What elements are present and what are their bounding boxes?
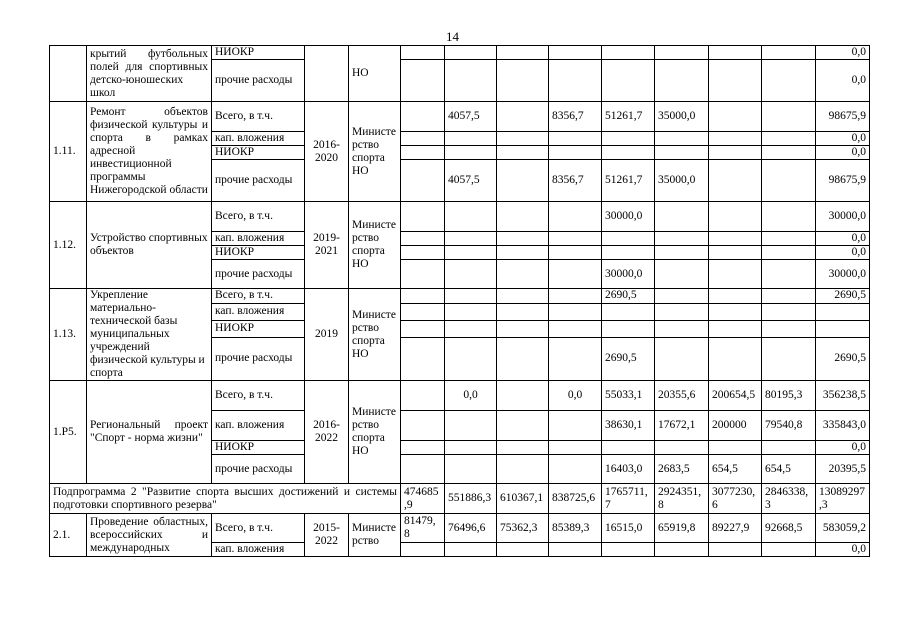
- expense-type: Всего, в т.ч.: [212, 102, 305, 132]
- value-cell: 8356,7: [549, 102, 602, 132]
- table-row: [50, 381, 870, 411]
- value-cell: 2924351,8: [655, 484, 709, 514]
- value-cell: 1765711,7: [602, 484, 655, 514]
- expense-type: НИОКР: [212, 320, 305, 337]
- measure-name: Укрепление материально-технической базы муниципальных учреждений физической культуры и спорта: [87, 289, 212, 381]
- row-code: 1.Р5.: [50, 381, 87, 484]
- expense-type: кап. вложения: [212, 411, 305, 441]
- measure-name: крытий футбольных полей для спортивных детско-юношеских школ: [87, 46, 212, 102]
- value-cell: 81479,8: [401, 514, 445, 543]
- value-cell: 0,0: [549, 381, 602, 411]
- value-cell: 4057,5: [445, 102, 497, 132]
- expense-type: Всего, в т.ч.: [212, 514, 305, 543]
- total-cell: 0,0: [816, 132, 870, 146]
- value-cell: 0,0: [445, 381, 497, 411]
- expense-type: кап. вложения: [212, 543, 305, 557]
- measure-name: Устройство спортивных объектов: [87, 202, 212, 289]
- table-row: [50, 46, 870, 60]
- executor: Министерство спорта НО: [349, 289, 401, 381]
- expense-type: кап. вложения: [212, 132, 305, 146]
- value-cell: 92668,5: [762, 514, 816, 543]
- total-cell: [816, 303, 870, 320]
- total-cell: 356238,5: [816, 381, 870, 411]
- measure-name: Проведение областных, всероссийских и международных: [87, 514, 212, 557]
- expense-type: Всего, в т.ч.: [212, 202, 305, 232]
- total-cell: 98675,9: [816, 102, 870, 132]
- total-cell: 2690,5: [816, 337, 870, 380]
- expense-type: НИОКР: [212, 441, 305, 455]
- value-cell: 51261,7: [602, 102, 655, 132]
- expense-type: прочие расходы: [212, 60, 305, 102]
- value-cell: 35000,0: [655, 160, 709, 202]
- value-cell: 20355,6: [655, 381, 709, 411]
- period: 2016-2020: [305, 102, 349, 202]
- value-cell: 16403,0: [602, 455, 655, 484]
- page-number: 14: [446, 29, 459, 44]
- value-cell: 474685,9: [401, 484, 445, 514]
- value-cell: 17672,1: [655, 411, 709, 441]
- value-cell: 838725,6: [549, 484, 602, 514]
- total-cell: 0,0: [816, 441, 870, 455]
- period: 2016-2022: [305, 381, 349, 484]
- total-cell: 0,0: [816, 146, 870, 160]
- value-cell: 610367,1: [497, 484, 549, 514]
- value-cell: 16515,0: [602, 514, 655, 543]
- table-row: [50, 102, 870, 132]
- value-cell: 51261,7: [602, 160, 655, 202]
- expense-type: прочие расходы: [212, 260, 305, 289]
- table-row: [50, 289, 870, 304]
- total-cell: 98675,9: [816, 160, 870, 202]
- total-cell: 0,0: [816, 543, 870, 557]
- value-cell: 200000: [709, 411, 762, 441]
- expense-type: кап. вложения: [212, 232, 305, 246]
- value-cell: 2683,5: [655, 455, 709, 484]
- value-cell: 2846338,3: [762, 484, 816, 514]
- value-cell: 654,5: [709, 455, 762, 484]
- value-cell: 30000,0: [602, 202, 655, 232]
- value-cell: 76496,6: [445, 514, 497, 543]
- value-cell: 8356,7: [549, 160, 602, 202]
- subprogram-row: [50, 484, 870, 514]
- value-cell: 654,5: [762, 455, 816, 484]
- total-cell: 0,0: [816, 46, 870, 60]
- total-cell: 0,0: [816, 232, 870, 246]
- value-cell: 551886,3: [445, 484, 497, 514]
- total-cell: 2690,5: [816, 289, 870, 304]
- value-cell: 4057,5: [445, 160, 497, 202]
- row-code: 1.11.: [50, 102, 87, 202]
- row-code: 1.13.: [50, 289, 87, 381]
- table-row: [50, 202, 870, 232]
- expense-type: Всего, в т.ч.: [212, 289, 305, 304]
- expense-type: прочие расходы: [212, 337, 305, 380]
- total-cell: 583059,2: [816, 514, 870, 543]
- executor: Министерство спорта НО: [349, 381, 401, 484]
- total-cell: 30000,0: [816, 260, 870, 289]
- value-cell: 3077230,6: [709, 484, 762, 514]
- period: 2015-2022: [305, 514, 349, 557]
- value-cell: 30000,0: [602, 260, 655, 289]
- total-cell: 30000,0: [816, 202, 870, 232]
- value-cell: 35000,0: [655, 102, 709, 132]
- period: 2019: [305, 289, 349, 381]
- period: 2019-2021: [305, 202, 349, 289]
- executor: Министерство спорта НО: [349, 102, 401, 202]
- expense-type: прочие расходы: [212, 455, 305, 484]
- value-cell: 2690,5: [602, 289, 655, 304]
- executor: Министерство: [349, 514, 401, 557]
- expense-type: НИОКР: [212, 246, 305, 260]
- executor: Министерство спорта НО: [349, 202, 401, 289]
- value-cell: 85389,3: [549, 514, 602, 543]
- value-cell: 2690,5: [602, 337, 655, 380]
- value-cell: 55033,1: [602, 381, 655, 411]
- subprogram-title: Подпрограмма 2 "Развитие спорта высших достижений и системы подготовки спортивного резерва": [50, 484, 401, 514]
- measure-name: Региональный проект "Спорт - норма жизни": [87, 381, 212, 484]
- total-cell: 13089297,3: [816, 484, 870, 514]
- table-row: [50, 514, 870, 543]
- budget-table: [49, 45, 870, 557]
- executor: НО: [349, 46, 401, 102]
- expense-type: прочие расходы: [212, 160, 305, 202]
- expense-type: Всего, в т.ч.: [212, 381, 305, 411]
- row-code: 2.1.: [50, 514, 87, 557]
- value-cell: 65919,8: [655, 514, 709, 543]
- total-cell: 335843,0: [816, 411, 870, 441]
- expense-type: НИОКР: [212, 146, 305, 160]
- value-cell: 75362,3: [497, 514, 549, 543]
- expense-type: НИОКР: [212, 46, 305, 60]
- total-cell: 0,0: [816, 246, 870, 260]
- value-cell: 38630,1: [602, 411, 655, 441]
- total-cell: 20395,5: [816, 455, 870, 484]
- expense-type: кап. вложения: [212, 303, 305, 320]
- value-cell: 200654,5: [709, 381, 762, 411]
- total-cell: [816, 320, 870, 337]
- value-cell: 80195,3: [762, 381, 816, 411]
- total-cell: 0,0: [816, 60, 870, 102]
- value-cell: 89227,9: [709, 514, 762, 543]
- value-cell: 79540,8: [762, 411, 816, 441]
- measure-name: Ремонт объектов физической культуры и спорта в рамках адресной инвестиционной программы Нижегородской области: [87, 102, 212, 202]
- row-code: 1.12.: [50, 202, 87, 289]
